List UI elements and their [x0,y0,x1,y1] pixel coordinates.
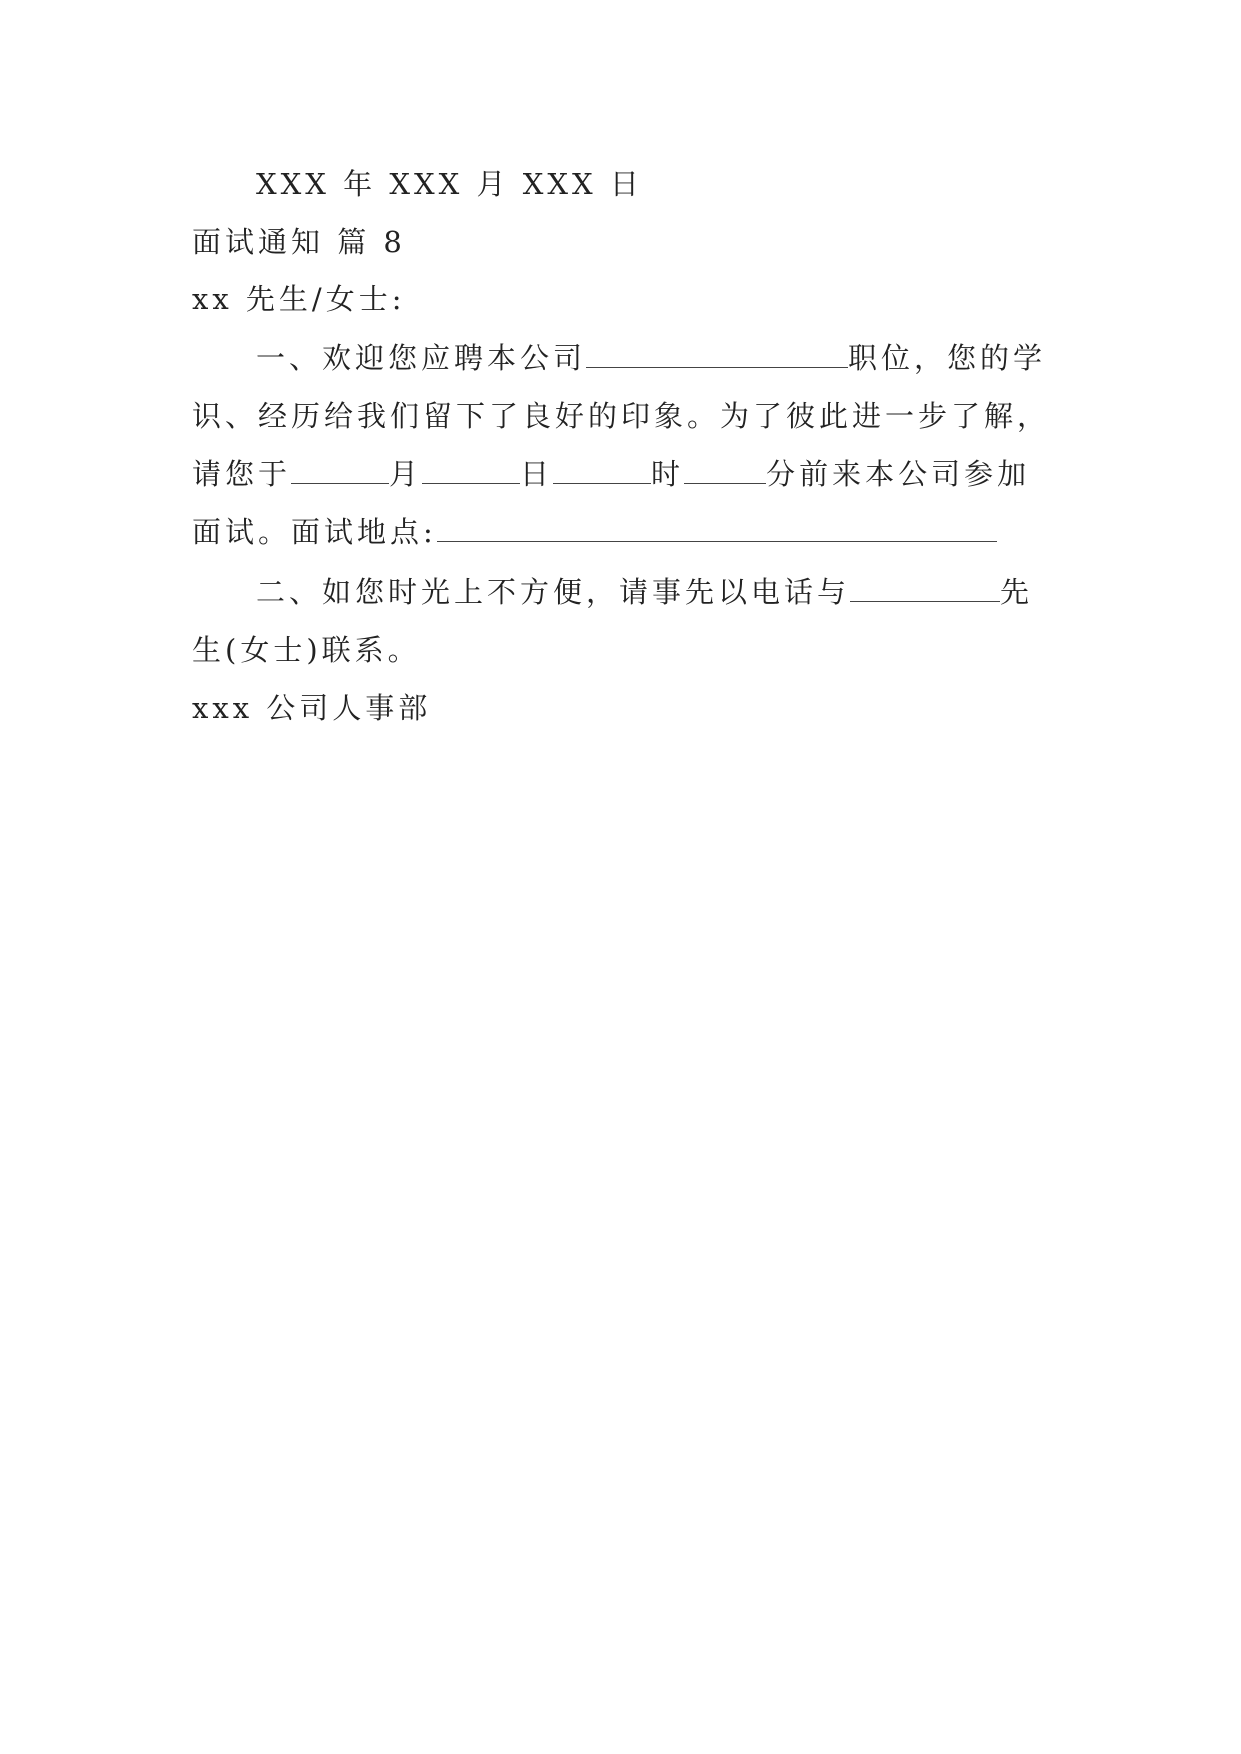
minute-blank[interactable] [684,456,766,484]
para1-line1-suffix: 职位，您的学 [848,341,1047,375]
month-label: 月 [389,457,423,491]
para2-line1-suffix: 先 [1000,575,1034,609]
para1-line3-prefix: 请您于 [192,457,292,491]
section-title: 面试通知 篇 8 [192,225,406,259]
para1-line4 [192,512,997,552]
signature: xxx 公司人事部 [192,691,432,725]
contact-blank[interactable] [850,574,1000,602]
salutation: xx 先生/女士: [192,282,406,316]
para2-line2: 生(女士)联系。 [192,633,421,667]
day-label: 日 [520,457,554,491]
para2-line1-prefix: 二、如您时光上不方便，请事先以电话与 [256,575,851,609]
para1-line3-suffix: 分前来本公司参加 [766,457,1031,491]
para1-line1 [256,338,1046,378]
position-blank[interactable] [586,340,848,368]
location-blank[interactable] [437,514,997,542]
day-blank[interactable] [422,456,520,484]
para1-line2: 识、经历给我们留下了良好的印象。为了彼此进一步了解， [192,399,1051,433]
para1-line1-prefix: 一、欢迎您应聘本公司 [256,341,587,375]
hour-label: 时 [651,457,685,491]
para1-line4-prefix: 面试。面试地点: [192,515,437,549]
month-blank[interactable] [291,456,389,484]
para2-line1 [256,572,1033,612]
date-line: XXX 年 XXX 月 XXX 日 [256,167,643,201]
hour-blank[interactable] [553,456,651,484]
para1-line3 [192,454,1030,494]
